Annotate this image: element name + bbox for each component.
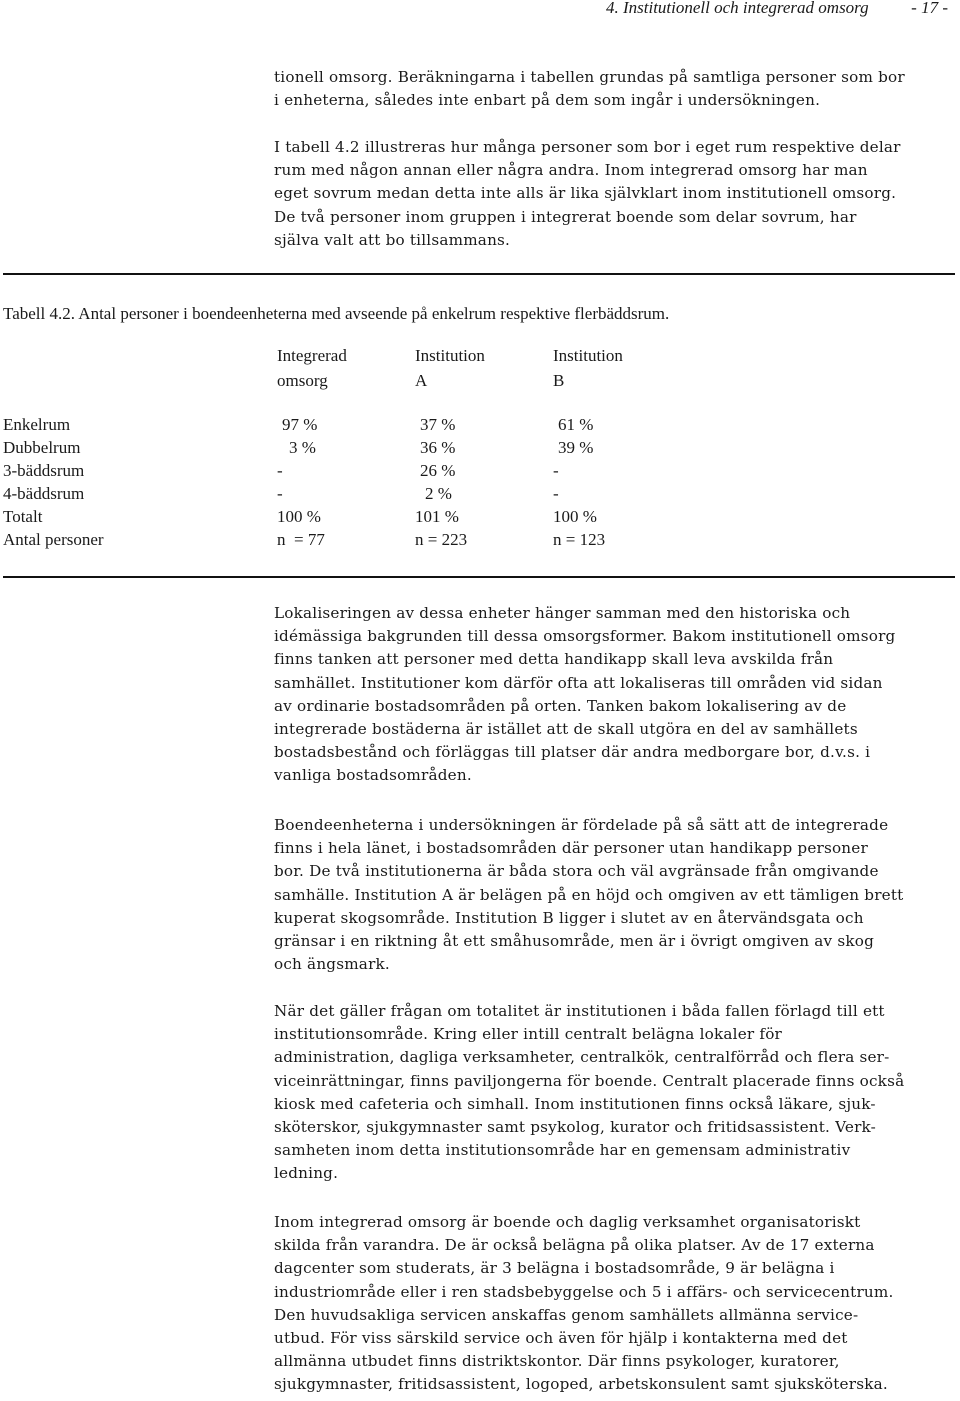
text-line: allmänna utbudet finns distriktskontor. Där finns psykologer, kuratorer, (274, 1352, 840, 1371)
paragraph-intro-2 (274, 136, 954, 252)
table-cell: 36 % (420, 438, 456, 457)
table-top-rule (3, 273, 955, 275)
row-label: 4-bäddsrum (3, 484, 85, 503)
table-cell: 2 % (425, 484, 452, 503)
text-line: De två personer inom gruppen i integrerat boende som delar sovrum, har (274, 207, 857, 226)
table-cell: 101 % (415, 507, 459, 526)
paragraph-distribution (274, 814, 954, 976)
paragraph-totality (274, 1000, 954, 1186)
text-line: och ängsmark. (274, 955, 390, 974)
table-bottom-rule (3, 576, 955, 578)
text-line: bor. De två institutionerna är båda stora och väl avgränsade från omgivande (274, 862, 879, 881)
table-cell: 3 % (289, 438, 316, 457)
text-line: integrerade bostäderna är istället att de skall utgöra en del av samhällets (274, 720, 858, 739)
table-cell: 97 % (282, 415, 318, 434)
text-line: själva valt att bo tillsammans. (274, 230, 511, 249)
text-line: institutionsområde. Kring eller intill centralt belägna lokaler för (274, 1025, 783, 1044)
text-line: samheten inom detta institutionsområde har en gemensam administrativ (274, 1141, 851, 1160)
running-header (606, 0, 948, 18)
table-cell: n = 223 (415, 530, 468, 549)
column-header: omsorg (277, 371, 328, 390)
text-line: samhälle. Institution A är belägen på en höjd och omgiven av ett tämligen brett (274, 885, 904, 904)
text-line: kiosk med cafeteria och simhall. Inom institutionen finns också läkare, sjuk- (274, 1094, 876, 1113)
text-line: sköterskor, sjukgymnaster samt psykolog, kurator och fritidsassistent. Verk- (274, 1118, 876, 1137)
table-cell: 26 % (420, 461, 456, 480)
text-line: finns i hela länet, i bostadsområden där personer utan handikapp personer (274, 839, 868, 858)
text-line: finns tanken att personer med detta handikapp skall leva avskilda från (274, 650, 834, 669)
text-line: I tabell 4.2 illustreras hur många personer som bor i eget rum respektive delar (274, 138, 901, 156)
text-line: När det gäller frågan om totalitet är institutionen i båda fallen förlagd till ett (274, 1002, 885, 1020)
paragraph-intro-1 (274, 66, 954, 112)
row-label: Dubbelrum (3, 438, 81, 457)
table-cell: - (277, 484, 283, 503)
row-label: Antal personer (3, 530, 104, 549)
table-cell: 37 % (420, 415, 456, 434)
table-cell: - (553, 484, 559, 503)
text-line: skilda från varandra. De är också belägna på olika platser. Av de 17 externa (274, 1236, 875, 1255)
table-cell: n = 123 (553, 530, 606, 549)
text-line: industriområde eller i ren stadsbebyggelse och 5 i affärs- och servicecentrum. (274, 1282, 894, 1301)
text-line: viceinrättningar, finns paviljongerna för boende. Centralt placerade finns också (274, 1071, 905, 1090)
text-line: bostadsbestånd och förläggas till platser där andra medborgare bor, d.v.s. i (274, 743, 871, 762)
table-cell: 61 % (558, 415, 594, 434)
row-label: 3-bäddsrum (3, 461, 85, 480)
data-table (0, 346, 960, 556)
page-number: - 17 - (911, 0, 948, 17)
text-line: Den huvudsakliga servicen anskaffas genom samhällets allmänna service- (274, 1305, 859, 1324)
text-line: Boendeenheterna i undersökningen är fördelade på så sätt att de integrerade (274, 816, 889, 834)
row-label: Enkelrum (3, 415, 71, 434)
table-cell: - (553, 461, 559, 480)
text-line: vanliga bostadsområden. (274, 766, 472, 785)
text-line: i enheterna, således inte enbart på dem som ingår i undersökningen. (274, 91, 821, 110)
table-cell: 100 % (553, 507, 597, 526)
text-line: samhället. Institutioner kom därför ofta att lokaliseras till områden vid sidan (274, 673, 883, 692)
text-line: dagcenter som studerats, är 3 belägna i bostadsområde, 9 är belägna i (274, 1259, 835, 1278)
column-header: Integrerad (277, 346, 347, 365)
table-cell: n = 77 (277, 530, 325, 549)
text-line: administration, dagliga verksamheter, centralkök, centralförråd och flera ser- (274, 1048, 890, 1067)
text-line: tionell omsorg. Beräkningarna i tabellen grundas på samtliga personer som bor (274, 68, 905, 86)
table-cell: 39 % (558, 438, 594, 457)
text-line: av ordinarie bostadsområden på orten. Tanken bakom lokalisering av de (274, 696, 847, 715)
text-line: eget sovrum medan detta inte alls är lika självklart inom institutionell omsorg. (274, 184, 897, 203)
text-line: utbud. För viss särskild service och även för hjälp i kontakterna med det (274, 1329, 848, 1348)
text-line: idémässiga bakgrunden till dessa omsorgsformer. Bakom institutionell omsorg (274, 627, 896, 646)
table-cell: - (277, 461, 283, 480)
text-line: gränsar i en riktning åt ett småhusområde, men är i övrigt omgiven av skog (274, 932, 875, 951)
column-header: Institution (415, 346, 485, 365)
text-line: ledning. (274, 1164, 339, 1183)
text-line: kuperat skogsområde. Institution B ligger i slutet av en återvändsgata och (274, 908, 864, 927)
table-caption: Tabell 4.2. Antal personer i boendeenheterna med avseende på enkelrum respektive flerbäddsrum. (3, 304, 670, 323)
row-label: Totalt (3, 507, 43, 526)
text-line: rum med någon annan eller några andra. Inom integrerad omsorg har man (274, 161, 868, 180)
text-line: sjukgymnaster, fritidsassistent, logoped, arbetskonsulent samt sjuksköterska. (274, 1375, 888, 1394)
paragraph-localization (274, 602, 954, 788)
column-header: A (415, 371, 428, 390)
chapter-title: 4. Institutionell och integrerad omsorg (605, 0, 869, 17)
text-line: Inom integrerad omsorg är boende och daglig verksamhet organisatoriskt (274, 1213, 861, 1231)
paragraph-integrated (274, 1211, 954, 1397)
text-line: Lokaliseringen av dessa enheter hänger samman med den historiska och (274, 604, 851, 622)
column-header: Institution (553, 346, 623, 365)
column-header: B (553, 371, 565, 390)
table-cell: 100 % (277, 507, 321, 526)
